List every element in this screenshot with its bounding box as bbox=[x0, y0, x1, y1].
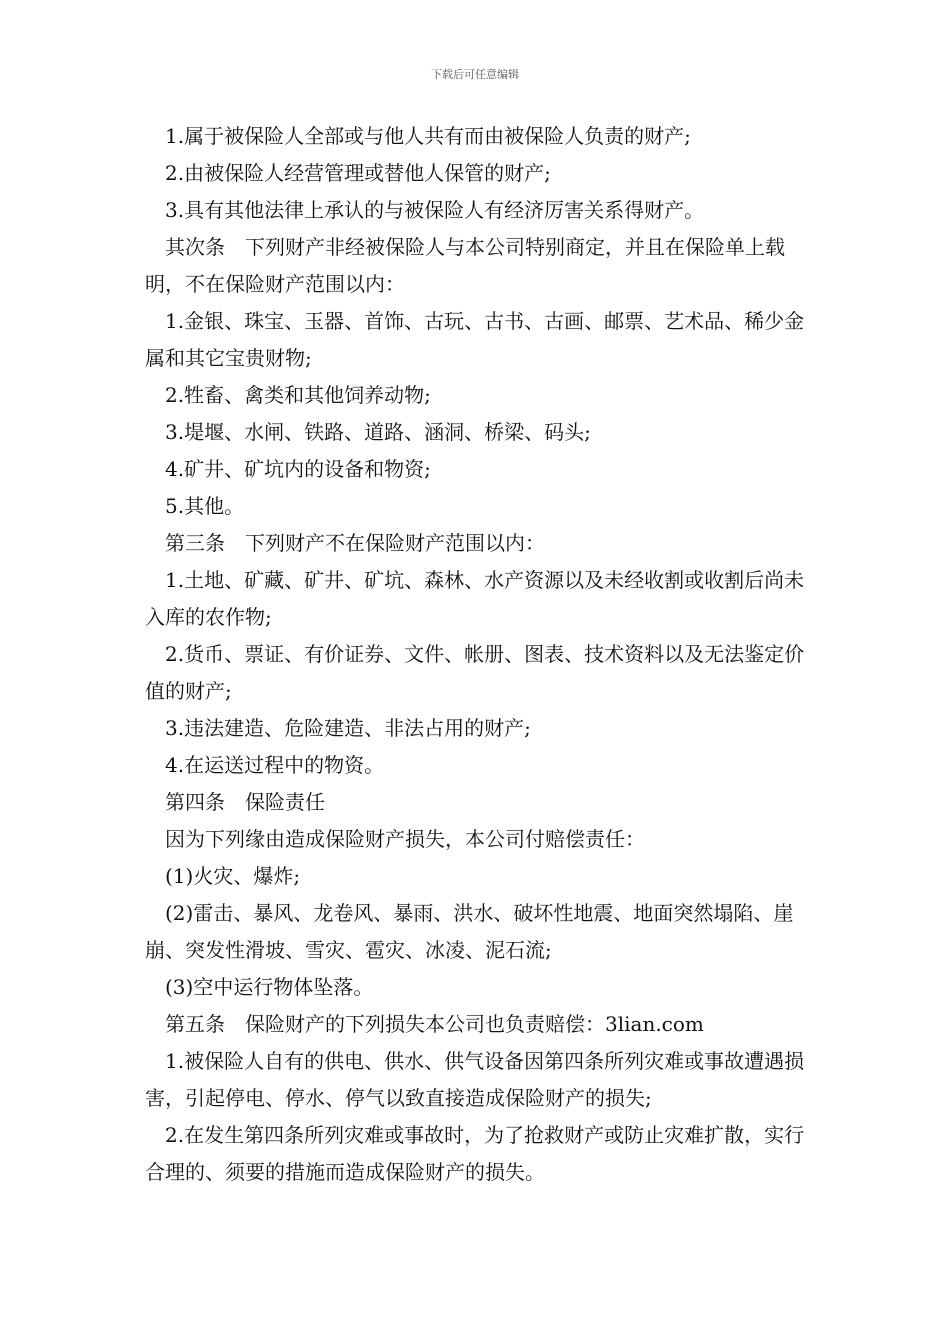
paragraph: (1)火灾、爆炸; bbox=[165, 864, 301, 888]
document-body bbox=[145, 118, 815, 1191]
paragraph: 2.牲畜、禽类和其他饲养动物; bbox=[165, 383, 431, 407]
paragraph: 第五条 保险财产的下列损失本公司也负责赔偿：3lian.com bbox=[165, 1012, 704, 1036]
paragraph: 2.由被保险人经营管理或替他人保管的财产; bbox=[165, 161, 551, 185]
paragraph: 2.在发生第四条所列灾难或事故时，为了抢救财产或防止灾难扩散，实行合理的、须要的措施而造成保险财产的损失。 bbox=[145, 1123, 805, 1184]
paragraph: 其次条 下列财产非经被保险人与本公司特别商定，并且在保险单上载明，不在保险财产范围以内： bbox=[145, 235, 785, 296]
paragraph: 1.被保险人自有的供电、供水、供气设备因第四条所列灾难或事故遭遇损害，引起停电、停水、停气以致直接造成保险财产的损失; bbox=[145, 1049, 805, 1110]
paragraph: 3.具有其他法律上承认的与被保险人有经济厉害关系得财产。 bbox=[165, 198, 705, 222]
paragraph: 第三条 下列财产不在保险财产范围以内： bbox=[165, 531, 545, 555]
paragraph: 5.其他。 bbox=[165, 494, 245, 518]
paragraph: 3.堤堰、水闸、铁路、道路、涵洞、桥梁、码头; bbox=[165, 420, 591, 444]
page-header: 下载后可任意编辑 bbox=[431, 68, 519, 81]
paragraph: 2.货币、票证、有价证券、文件、帐册、图表、技术资料以及无法鉴定价值的财产; bbox=[145, 642, 805, 703]
paragraph: 4.在运送过程中的物资。 bbox=[165, 753, 385, 777]
paragraph: 1.土地、矿藏、矿井、矿坑、森林、水产资源以及未经收割或收割后尚未入库的农作物; bbox=[145, 568, 805, 629]
paragraph: 因为下列缘由造成保险财产损失，本公司付赔偿责任： bbox=[165, 827, 645, 851]
paragraph: 1.金银、珠宝、玉器、首饰、古玩、古书、古画、邮票、艺术品、稀少金属和其它宝贵财物; bbox=[145, 309, 805, 370]
paragraph: 第四条 保险责任 bbox=[165, 790, 325, 814]
paragraph: 3.违法建造、危险建造、非法占用的财产; bbox=[165, 716, 531, 740]
paragraph: (2)雷击、暴风、龙卷风、暴雨、洪水、破坏性地震、地面突然塌陷、崖崩、突发性滑坡、雪灾、雹灾、冰凌、泥石流; bbox=[145, 901, 794, 962]
paragraph: (3)空中运行物体坠落。 bbox=[165, 975, 374, 999]
paragraph: 1.属于被保险人全部或与他人共有而由被保险人负责的财产; bbox=[165, 124, 691, 148]
paragraph: 4.矿井、矿坑内的设备和物资; bbox=[165, 457, 431, 481]
